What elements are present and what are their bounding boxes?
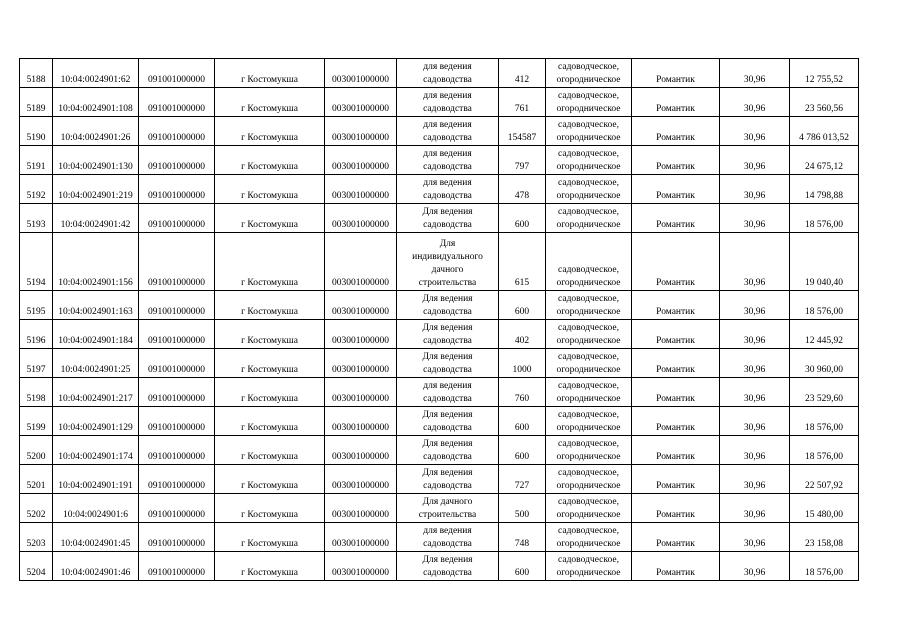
rate-cell: 30,96: [720, 175, 790, 204]
category-line: садоводческое,: [558, 468, 619, 478]
oktmo-code-cell: 003001000000: [325, 494, 397, 523]
area-cell: 600: [499, 407, 546, 436]
cadastral-value-cell: 18 576,00: [790, 204, 859, 233]
oktmo-code-cell: 003001000000: [325, 204, 397, 233]
permitted-use-line: садоводства: [423, 307, 472, 317]
category-line: садоводческое,: [558, 352, 619, 362]
cadastral-value-cell: 22 507,92: [790, 465, 859, 494]
permitted-use-line: садоводства: [423, 481, 472, 491]
oktmo-code-cell: 003001000000: [325, 465, 397, 494]
permitted-use-line: для ведения: [423, 149, 472, 159]
permitted-use-line: дачного: [431, 265, 464, 275]
association-name-cell: Романтик: [632, 552, 720, 581]
row-number-cell: 5192: [20, 175, 53, 204]
row-number-cell: 5204: [20, 552, 53, 581]
permitted-use-line: строительства: [418, 278, 477, 288]
row-number-cell: 5200: [20, 436, 53, 465]
area-cell: 797: [499, 146, 546, 175]
cadastral-value-cell: 19 040,40: [790, 233, 859, 291]
category-line: огородническое: [556, 394, 621, 404]
permitted-use-line: строительства: [418, 510, 477, 520]
permitted-use-line: садоводства: [423, 133, 472, 143]
cadastral-number-cell: 10:04:0024901:191: [53, 465, 139, 494]
rate-cell: 30,96: [720, 59, 790, 88]
table-row: [20, 378, 859, 407]
rate-cell: 30,96: [720, 233, 790, 291]
okato-code-cell: 091001000000: [139, 204, 215, 233]
cadastral-value-cell: 12 755,52: [790, 59, 859, 88]
category-cell: [546, 436, 632, 465]
row-number-cell: 5198: [20, 378, 53, 407]
okato-code-cell: 091001000000: [139, 59, 215, 88]
permitted-use-line: Для ведения: [422, 352, 473, 362]
category-line: садоводческое,: [558, 265, 619, 275]
okato-code-cell: 091001000000: [139, 523, 215, 552]
okato-code-cell: 091001000000: [139, 465, 215, 494]
category-cell: [546, 552, 632, 581]
cadastral-value-cell: 23 529,60: [790, 378, 859, 407]
permitted-use-line: Для ведения: [422, 207, 473, 217]
area-cell: 600: [499, 291, 546, 320]
table-row: [20, 465, 859, 494]
cadastral-value-cell: 18 576,00: [790, 407, 859, 436]
row-number-cell: 5199: [20, 407, 53, 436]
cadastral-value-cell: 23 158,08: [790, 523, 859, 552]
permitted-use-line: Для ведения: [422, 410, 473, 420]
category-line: садоводческое,: [558, 439, 619, 449]
municipality-cell: г Костомукша: [215, 523, 325, 552]
category-cell: [546, 465, 632, 494]
permitted-use-cell: [397, 204, 499, 233]
category-line: садоводческое,: [558, 497, 619, 507]
permitted-use-line: для ведения: [423, 91, 472, 101]
cadastral-number-cell: 10:04:0024901:45: [53, 523, 139, 552]
area-cell: 600: [499, 204, 546, 233]
table-row: [20, 320, 859, 349]
area-cell: 748: [499, 523, 546, 552]
cadastral-value-cell: 15 480,00: [790, 494, 859, 523]
table-row: [20, 349, 859, 378]
permitted-use-line: для ведения: [423, 526, 472, 536]
oktmo-code-cell: 003001000000: [325, 175, 397, 204]
okato-code-cell: 091001000000: [139, 88, 215, 117]
association-name-cell: Романтик: [632, 291, 720, 320]
municipality-cell: г Костомукша: [215, 378, 325, 407]
oktmo-code-cell: 003001000000: [325, 407, 397, 436]
cadastral-value-cell: 23 560,56: [790, 88, 859, 117]
table-row: [20, 436, 859, 465]
cadastral-number-cell: 10:04:0024901:163: [53, 291, 139, 320]
rate-cell: 30,96: [720, 117, 790, 146]
table-row: [20, 494, 859, 523]
permitted-use-line: Для дачного: [422, 497, 473, 507]
category-line: садоводческое,: [558, 149, 619, 159]
cadastral-number-cell: 10:04:0024901:26: [53, 117, 139, 146]
table-row: [20, 552, 859, 581]
category-line: садоводческое,: [558, 526, 619, 536]
permitted-use-cell: [397, 88, 499, 117]
category-line: огородническое: [556, 336, 621, 346]
permitted-use-line: садоводства: [423, 220, 472, 230]
okato-code-cell: 091001000000: [139, 146, 215, 175]
cadastral-number-cell: 10:04:0024901:46: [53, 552, 139, 581]
association-name-cell: Романтик: [632, 378, 720, 407]
permitted-use-cell: [397, 494, 499, 523]
municipality-cell: г Костомукша: [215, 146, 325, 175]
permitted-use-cell: [397, 436, 499, 465]
oktmo-code-cell: 003001000000: [325, 349, 397, 378]
permitted-use-line: садоводства: [423, 423, 472, 433]
permitted-use-cell: [397, 407, 499, 436]
permitted-use-line: Для ведения: [422, 323, 473, 333]
permitted-use-line: садоводства: [423, 539, 472, 549]
okato-code-cell: 091001000000: [139, 175, 215, 204]
row-number-cell: 5203: [20, 523, 53, 552]
permitted-use-cell: [397, 320, 499, 349]
rate-cell: 30,96: [720, 494, 790, 523]
permitted-use-cell: [397, 233, 499, 291]
municipality-cell: г Костомукша: [215, 320, 325, 349]
category-cell: [546, 59, 632, 88]
permitted-use-cell: [397, 378, 499, 407]
municipality-cell: г Костомукша: [215, 204, 325, 233]
permitted-use-line: садоводства: [423, 191, 472, 201]
association-name-cell: Романтик: [632, 88, 720, 117]
table-row: [20, 523, 859, 552]
category-cell: [546, 175, 632, 204]
association-name-cell: Романтик: [632, 523, 720, 552]
category-line: огородническое: [556, 365, 621, 375]
association-name-cell: Романтик: [632, 59, 720, 88]
cadastral-number-cell: 10:04:0024901:184: [53, 320, 139, 349]
oktmo-code-cell: 003001000000: [325, 88, 397, 117]
permitted-use-line: садоводства: [423, 568, 472, 578]
association-name-cell: Романтик: [632, 146, 720, 175]
permitted-use-line: Для: [439, 239, 456, 249]
category-cell: [546, 320, 632, 349]
category-cell: [546, 523, 632, 552]
area-cell: 1000: [499, 349, 546, 378]
table-row: [20, 117, 859, 146]
category-line: огородническое: [556, 510, 621, 520]
category-line: огородническое: [556, 191, 621, 201]
table-row: [20, 88, 859, 117]
cadastral-number-cell: 10:04:0024901:217: [53, 378, 139, 407]
category-line: огородническое: [556, 133, 621, 143]
rate-cell: 30,96: [720, 552, 790, 581]
row-number-cell: 5195: [20, 291, 53, 320]
okato-code-cell: 091001000000: [139, 320, 215, 349]
row-number-cell: 5188: [20, 59, 53, 88]
oktmo-code-cell: 003001000000: [325, 436, 397, 465]
permitted-use-line: для ведения: [423, 62, 472, 72]
rate-cell: 30,96: [720, 523, 790, 552]
rate-cell: 30,96: [720, 146, 790, 175]
cadastral-value-cell: 18 576,00: [790, 436, 859, 465]
permitted-use-line: Для ведения: [422, 555, 473, 565]
category-line: садоводческое,: [558, 555, 619, 565]
municipality-cell: г Костомукша: [215, 88, 325, 117]
permitted-use-line: индивидуального: [412, 252, 483, 262]
permitted-use-cell: [397, 349, 499, 378]
permitted-use-line: садоводства: [423, 365, 472, 375]
category-line: огородническое: [556, 452, 621, 462]
rate-cell: 30,96: [720, 204, 790, 233]
rate-cell: 30,96: [720, 320, 790, 349]
area-cell: 402: [499, 320, 546, 349]
cadastral-number-cell: 10:04:0024901:42: [53, 204, 139, 233]
rate-cell: 30,96: [720, 349, 790, 378]
category-cell: [546, 233, 632, 291]
category-line: огородническое: [556, 104, 621, 114]
permitted-use-cell: [397, 291, 499, 320]
association-name-cell: Романтик: [632, 349, 720, 378]
permitted-use-line: садоводства: [423, 104, 472, 114]
row-number-cell: 5201: [20, 465, 53, 494]
oktmo-code-cell: 003001000000: [325, 233, 397, 291]
cadastral-number-cell: 10:04:0024901:129: [53, 407, 139, 436]
area-cell: 600: [499, 552, 546, 581]
category-cell: [546, 291, 632, 320]
area-cell: 154587: [499, 117, 546, 146]
okato-code-cell: 091001000000: [139, 233, 215, 291]
okato-code-cell: 091001000000: [139, 552, 215, 581]
rate-cell: 30,96: [720, 465, 790, 494]
area-cell: 727: [499, 465, 546, 494]
permitted-use-cell: [397, 175, 499, 204]
area-cell: 600: [499, 436, 546, 465]
category-line: садоводческое,: [558, 178, 619, 188]
category-line: огородническое: [556, 220, 621, 230]
table-row: [20, 59, 859, 88]
oktmo-code-cell: 003001000000: [325, 59, 397, 88]
association-name-cell: Романтик: [632, 204, 720, 233]
category-cell: [546, 494, 632, 523]
category-line: садоводческое,: [558, 381, 619, 391]
cadastral-number-cell: 10:04:0024901:156: [53, 233, 139, 291]
municipality-cell: г Костомукша: [215, 436, 325, 465]
permitted-use-line: садоводства: [423, 336, 472, 346]
cadastral-value-cell: 12 445,92: [790, 320, 859, 349]
category-cell: [546, 378, 632, 407]
category-cell: [546, 146, 632, 175]
category-line: садоводческое,: [558, 120, 619, 130]
permitted-use-line: Для ведения: [422, 468, 473, 478]
cadastral-number-cell: 10:04:0024901:130: [53, 146, 139, 175]
cadastral-value-cell: 24 675,12: [790, 146, 859, 175]
area-cell: 412: [499, 59, 546, 88]
municipality-cell: г Костомукша: [215, 175, 325, 204]
association-name-cell: Романтик: [632, 436, 720, 465]
rate-cell: 30,96: [720, 378, 790, 407]
category-line: садоводческое,: [558, 294, 619, 304]
municipality-cell: г Костомукша: [215, 349, 325, 378]
rate-cell: 30,96: [720, 88, 790, 117]
association-name-cell: Романтик: [632, 233, 720, 291]
cadastral-value-cell: 4 786 013,52: [790, 117, 859, 146]
association-name-cell: Романтик: [632, 465, 720, 494]
municipality-cell: г Костомукша: [215, 117, 325, 146]
oktmo-code-cell: 003001000000: [325, 378, 397, 407]
municipality-cell: г Костомукша: [215, 59, 325, 88]
okato-code-cell: 091001000000: [139, 117, 215, 146]
area-cell: 760: [499, 378, 546, 407]
row-number-cell: 5191: [20, 146, 53, 175]
okato-code-cell: 091001000000: [139, 378, 215, 407]
cadastral-number-cell: 10:04:0024901:219: [53, 175, 139, 204]
cadastral-value-cell: 30 960,00: [790, 349, 859, 378]
permitted-use-line: садоводства: [423, 162, 472, 172]
oktmo-code-cell: 003001000000: [325, 117, 397, 146]
permitted-use-cell: [397, 523, 499, 552]
oktmo-code-cell: 003001000000: [325, 291, 397, 320]
category-line: огородническое: [556, 75, 621, 85]
municipality-cell: г Костомукша: [215, 233, 325, 291]
table-row: [20, 175, 859, 204]
category-line: садоводческое,: [558, 207, 619, 217]
category-cell: [546, 407, 632, 436]
category-cell: [546, 117, 632, 146]
association-name-cell: Романтик: [632, 494, 720, 523]
table-row: [20, 204, 859, 233]
association-name-cell: Романтик: [632, 175, 720, 204]
category-line: садоводческое,: [558, 62, 619, 72]
cadastral-number-cell: 10:04:0024901:6: [53, 494, 139, 523]
cadastral-value-cell: 14 798,88: [790, 175, 859, 204]
permitted-use-line: для ведения: [423, 120, 472, 130]
row-number-cell: 5193: [20, 204, 53, 233]
row-number-cell: 5189: [20, 88, 53, 117]
category-line: огородническое: [556, 278, 621, 288]
okato-code-cell: 091001000000: [139, 291, 215, 320]
cadastral-number-cell: 10:04:0024901:174: [53, 436, 139, 465]
category-line: огородническое: [556, 307, 621, 317]
category-line: огородническое: [556, 539, 621, 549]
cadastral-number-cell: 10:04:0024901:108: [53, 88, 139, 117]
association-name-cell: Романтик: [632, 320, 720, 349]
cadastral-number-cell: 10:04:0024901:62: [53, 59, 139, 88]
municipality-cell: г Костомукша: [215, 552, 325, 581]
permitted-use-line: для ведения: [423, 178, 472, 188]
association-name-cell: Романтик: [632, 407, 720, 436]
rate-cell: 30,96: [720, 407, 790, 436]
permitted-use-line: садоводства: [423, 452, 472, 462]
category-line: огородническое: [556, 568, 621, 578]
oktmo-code-cell: 003001000000: [325, 320, 397, 349]
okato-code-cell: 091001000000: [139, 494, 215, 523]
permitted-use-cell: [397, 117, 499, 146]
row-number-cell: 5197: [20, 349, 53, 378]
permitted-use-cell: [397, 59, 499, 88]
municipality-cell: г Костомукша: [215, 494, 325, 523]
okato-code-cell: 091001000000: [139, 349, 215, 378]
permitted-use-line: Для ведения: [422, 294, 473, 304]
oktmo-code-cell: 003001000000: [325, 146, 397, 175]
category-line: огородническое: [556, 162, 621, 172]
area-cell: 761: [499, 88, 546, 117]
area-cell: 478: [499, 175, 546, 204]
permitted-use-line: садоводства: [423, 75, 472, 85]
category-cell: [546, 204, 632, 233]
category-cell: [546, 349, 632, 378]
table-row: [20, 407, 859, 436]
area-cell: 615: [499, 233, 546, 291]
area-cell: 500: [499, 494, 546, 523]
land-parcel-table: [19, 58, 859, 581]
permitted-use-cell: [397, 465, 499, 494]
municipality-cell: г Костомукша: [215, 291, 325, 320]
rate-cell: 30,96: [720, 291, 790, 320]
category-line: огородническое: [556, 481, 621, 491]
municipality-cell: г Костомукша: [215, 465, 325, 494]
category-line: садоводческое,: [558, 410, 619, 420]
cadastral-value-cell: 18 576,00: [790, 291, 859, 320]
permitted-use-line: садоводства: [423, 394, 472, 404]
okato-code-cell: 091001000000: [139, 407, 215, 436]
table-row: [20, 291, 859, 320]
oktmo-code-cell: 003001000000: [325, 523, 397, 552]
category-cell: [546, 88, 632, 117]
table-row: [20, 233, 859, 291]
permitted-use-cell: [397, 146, 499, 175]
category-line: садоводческое,: [558, 91, 619, 101]
cadastral-number-cell: 10:04:0024901:25: [53, 349, 139, 378]
rate-cell: 30,96: [720, 436, 790, 465]
permitted-use-line: для ведения: [423, 381, 472, 391]
row-number-cell: 5190: [20, 117, 53, 146]
row-number-cell: 5194: [20, 233, 53, 291]
category-line: садоводческое,: [558, 323, 619, 333]
row-number-cell: 5196: [20, 320, 53, 349]
municipality-cell: г Костомукша: [215, 407, 325, 436]
okato-code-cell: 091001000000: [139, 436, 215, 465]
cadastral-value-cell: 18 576,00: [790, 552, 859, 581]
permitted-use-line: Для ведения: [422, 439, 473, 449]
row-number-cell: 5202: [20, 494, 53, 523]
oktmo-code-cell: 003001000000: [325, 552, 397, 581]
association-name-cell: Романтик: [632, 117, 720, 146]
category-line: огородническое: [556, 423, 621, 433]
table-row: [20, 146, 859, 175]
permitted-use-cell: [397, 552, 499, 581]
